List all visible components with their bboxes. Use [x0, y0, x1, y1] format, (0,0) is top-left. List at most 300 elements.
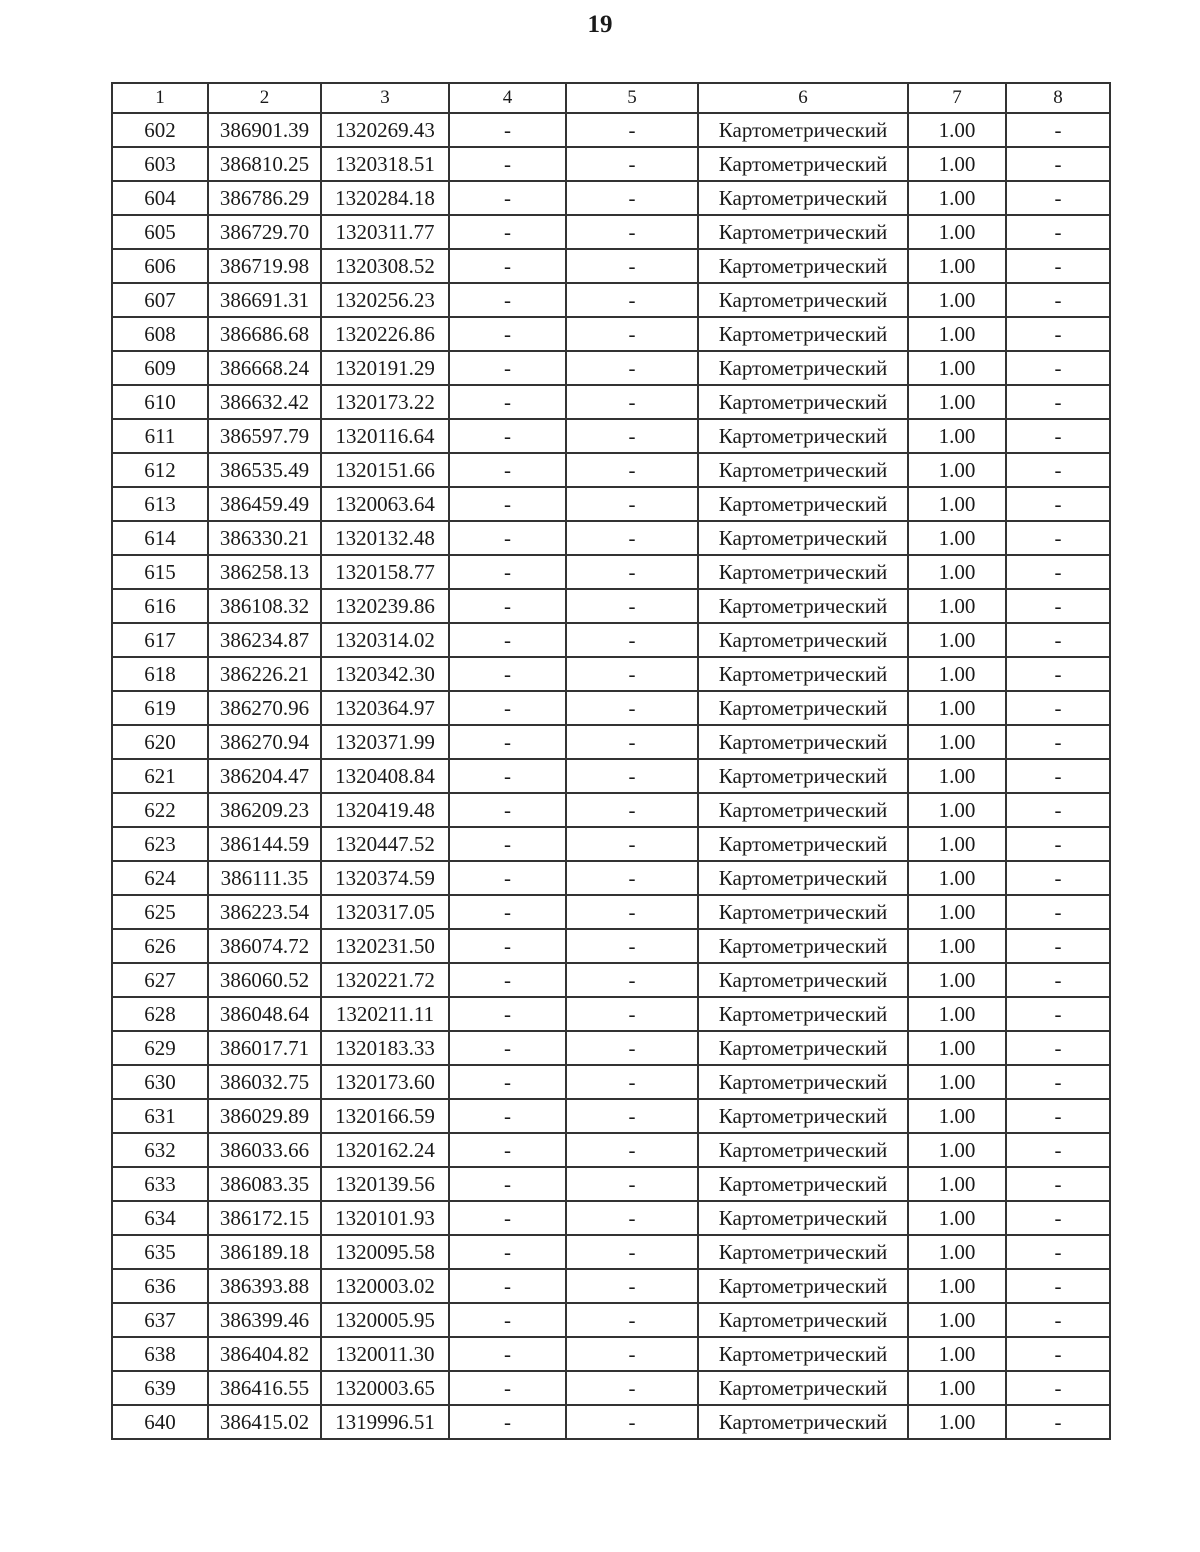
x-coordinate-cell: 386416.55	[208, 1371, 321, 1405]
y-coordinate-cell: 1320158.77	[321, 555, 449, 589]
accuracy-cell: 1.00	[908, 215, 1006, 249]
column-header-2: 2	[208, 83, 321, 113]
accuracy-cell: 1.00	[908, 249, 1006, 283]
column-4-cell: -	[449, 929, 566, 963]
y-coordinate-cell: 1319996.51	[321, 1405, 449, 1439]
column-8-cell: -	[1006, 1405, 1110, 1439]
y-coordinate-cell: 1320221.72	[321, 963, 449, 997]
column-4-cell: -	[449, 691, 566, 725]
accuracy-cell: 1.00	[908, 1269, 1006, 1303]
y-coordinate-cell: 1320371.99	[321, 725, 449, 759]
column-8-cell: -	[1006, 521, 1110, 555]
x-coordinate-cell: 386017.71	[208, 1031, 321, 1065]
column-5-cell: -	[566, 487, 698, 521]
table-row	[112, 895, 1110, 929]
column-5-cell: -	[566, 997, 698, 1031]
table-row	[112, 589, 1110, 623]
column-4-cell: -	[449, 385, 566, 419]
x-coordinate-cell: 386270.94	[208, 725, 321, 759]
point-number-cell: 637	[112, 1303, 208, 1337]
column-4-cell: -	[449, 997, 566, 1031]
column-8-cell: -	[1006, 997, 1110, 1031]
accuracy-cell: 1.00	[908, 1337, 1006, 1371]
x-coordinate-cell: 386029.89	[208, 1099, 321, 1133]
column-header-7: 7	[908, 83, 1006, 113]
x-coordinate-cell: 386686.68	[208, 317, 321, 351]
x-coordinate-cell: 386204.47	[208, 759, 321, 793]
y-coordinate-cell: 1320116.64	[321, 419, 449, 453]
point-number-cell: 636	[112, 1269, 208, 1303]
column-5-cell: -	[566, 419, 698, 453]
table-header	[112, 83, 1110, 113]
y-coordinate-cell: 1320162.24	[321, 1133, 449, 1167]
table-row	[112, 963, 1110, 997]
table-row	[112, 351, 1110, 385]
point-number-cell: 630	[112, 1065, 208, 1099]
column-8-cell: -	[1006, 419, 1110, 453]
accuracy-cell: 1.00	[908, 419, 1006, 453]
column-8-cell: -	[1006, 623, 1110, 657]
point-number-cell: 608	[112, 317, 208, 351]
column-8-cell: -	[1006, 827, 1110, 861]
point-number-cell: 633	[112, 1167, 208, 1201]
x-coordinate-cell: 386108.32	[208, 589, 321, 623]
accuracy-cell: 1.00	[908, 725, 1006, 759]
method-cell: Картометрический	[698, 657, 908, 691]
table-row	[112, 385, 1110, 419]
column-5-cell: -	[566, 1371, 698, 1405]
column-5-cell: -	[566, 793, 698, 827]
table-row	[112, 249, 1110, 283]
accuracy-cell: 1.00	[908, 487, 1006, 521]
method-cell: Картометрический	[698, 1167, 908, 1201]
x-coordinate-cell: 386226.21	[208, 657, 321, 691]
method-cell: Картометрический	[698, 997, 908, 1031]
column-5-cell: -	[566, 317, 698, 351]
point-number-cell: 634	[112, 1201, 208, 1235]
accuracy-cell: 1.00	[908, 1235, 1006, 1269]
x-coordinate-cell: 386399.46	[208, 1303, 321, 1337]
column-4-cell: -	[449, 963, 566, 997]
column-5-cell: -	[566, 1269, 698, 1303]
column-5-cell: -	[566, 521, 698, 555]
column-5-cell: -	[566, 1167, 698, 1201]
column-4-cell: -	[449, 453, 566, 487]
table-row	[112, 1167, 1110, 1201]
method-cell: Картометрический	[698, 215, 908, 249]
column-5-cell: -	[566, 861, 698, 895]
column-5-cell: -	[566, 1337, 698, 1371]
y-coordinate-cell: 1320308.52	[321, 249, 449, 283]
x-coordinate-cell: 386189.18	[208, 1235, 321, 1269]
accuracy-cell: 1.00	[908, 113, 1006, 147]
method-cell: Картометрический	[698, 1337, 908, 1371]
column-4-cell: -	[449, 759, 566, 793]
method-cell: Картометрический	[698, 1303, 908, 1337]
point-number-cell: 620	[112, 725, 208, 759]
column-8-cell: -	[1006, 113, 1110, 147]
method-cell: Картометрический	[698, 589, 908, 623]
page-number: 19	[587, 11, 613, 38]
table-row	[112, 181, 1110, 215]
column-8-cell: -	[1006, 1133, 1110, 1167]
table-row	[112, 691, 1110, 725]
point-number-cell: 632	[112, 1133, 208, 1167]
table-row	[112, 555, 1110, 589]
table-row	[112, 1405, 1110, 1439]
table-row	[112, 1235, 1110, 1269]
y-coordinate-cell: 1320314.02	[321, 623, 449, 657]
x-coordinate-cell: 386393.88	[208, 1269, 321, 1303]
y-coordinate-cell: 1320231.50	[321, 929, 449, 963]
column-5-cell: -	[566, 895, 698, 929]
x-coordinate-cell: 386111.35	[208, 861, 321, 895]
column-header-6: 6	[698, 83, 908, 113]
point-number-cell: 621	[112, 759, 208, 793]
y-coordinate-cell: 1320419.48	[321, 793, 449, 827]
column-8-cell: -	[1006, 589, 1110, 623]
accuracy-cell: 1.00	[908, 1133, 1006, 1167]
method-cell: Картометрический	[698, 929, 908, 963]
column-8-cell: -	[1006, 453, 1110, 487]
y-coordinate-cell: 1320311.77	[321, 215, 449, 249]
method-cell: Картометрический	[698, 1031, 908, 1065]
column-4-cell: -	[449, 725, 566, 759]
column-5-cell: -	[566, 385, 698, 419]
x-coordinate-cell: 386691.31	[208, 283, 321, 317]
x-coordinate-cell: 386223.54	[208, 895, 321, 929]
column-4-cell: -	[449, 1337, 566, 1371]
point-number-cell: 602	[112, 113, 208, 147]
column-8-cell: -	[1006, 691, 1110, 725]
method-cell: Картометрический	[698, 147, 908, 181]
x-coordinate-cell: 386901.39	[208, 113, 321, 147]
x-coordinate-cell: 386060.52	[208, 963, 321, 997]
y-coordinate-cell: 1320284.18	[321, 181, 449, 215]
table-row	[112, 827, 1110, 861]
column-5-cell: -	[566, 623, 698, 657]
accuracy-cell: 1.00	[908, 691, 1006, 725]
column-8-cell: -	[1006, 147, 1110, 181]
accuracy-cell: 1.00	[908, 929, 1006, 963]
table-row	[112, 759, 1110, 793]
accuracy-cell: 1.00	[908, 385, 1006, 419]
table-row	[112, 1201, 1110, 1235]
column-5-cell: -	[566, 351, 698, 385]
y-coordinate-cell: 1320269.43	[321, 113, 449, 147]
accuracy-cell: 1.00	[908, 1405, 1006, 1439]
x-coordinate-cell: 386786.29	[208, 181, 321, 215]
column-8-cell: -	[1006, 1337, 1110, 1371]
table-row	[112, 1065, 1110, 1099]
column-header-3: 3	[321, 83, 449, 113]
y-coordinate-cell: 1320256.23	[321, 283, 449, 317]
table-row	[112, 419, 1110, 453]
point-number-cell: 605	[112, 215, 208, 249]
column-8-cell: -	[1006, 1303, 1110, 1337]
table-row	[112, 1269, 1110, 1303]
y-coordinate-cell: 1320139.56	[321, 1167, 449, 1201]
column-5-cell: -	[566, 555, 698, 589]
column-4-cell: -	[449, 895, 566, 929]
method-cell: Картометрический	[698, 419, 908, 453]
column-4-cell: -	[449, 351, 566, 385]
column-8-cell: -	[1006, 317, 1110, 351]
accuracy-cell: 1.00	[908, 1099, 1006, 1133]
method-cell: Картометрический	[698, 283, 908, 317]
point-number-cell: 612	[112, 453, 208, 487]
column-8-cell: -	[1006, 1371, 1110, 1405]
column-header-5: 5	[566, 83, 698, 113]
column-4-cell: -	[449, 623, 566, 657]
accuracy-cell: 1.00	[908, 1201, 1006, 1235]
point-number-cell: 640	[112, 1405, 208, 1439]
table-row	[112, 453, 1110, 487]
column-5-cell: -	[566, 1303, 698, 1337]
point-number-cell: 613	[112, 487, 208, 521]
method-cell: Картометрический	[698, 827, 908, 861]
accuracy-cell: 1.00	[908, 827, 1006, 861]
column-5-cell: -	[566, 1201, 698, 1235]
column-8-cell: -	[1006, 793, 1110, 827]
header-row	[112, 83, 1110, 113]
point-number-cell: 629	[112, 1031, 208, 1065]
column-5-cell: -	[566, 589, 698, 623]
column-5-cell: -	[566, 1099, 698, 1133]
y-coordinate-cell: 1320191.29	[321, 351, 449, 385]
column-8-cell: -	[1006, 963, 1110, 997]
accuracy-cell: 1.00	[908, 895, 1006, 929]
method-cell: Картометрический	[698, 725, 908, 759]
x-coordinate-cell: 386459.49	[208, 487, 321, 521]
point-number-cell: 609	[112, 351, 208, 385]
point-number-cell: 631	[112, 1099, 208, 1133]
column-8-cell: -	[1006, 929, 1110, 963]
y-coordinate-cell: 1320166.59	[321, 1099, 449, 1133]
method-cell: Картометрический	[698, 1065, 908, 1099]
column-5-cell: -	[566, 181, 698, 215]
column-4-cell: -	[449, 283, 566, 317]
column-4-cell: -	[449, 1031, 566, 1065]
method-cell: Картометрический	[698, 1235, 908, 1269]
column-4-cell: -	[449, 113, 566, 147]
column-4-cell: -	[449, 215, 566, 249]
x-coordinate-cell: 386172.15	[208, 1201, 321, 1235]
column-4-cell: -	[449, 1133, 566, 1167]
column-5-cell: -	[566, 1065, 698, 1099]
accuracy-cell: 1.00	[908, 555, 1006, 589]
column-8-cell: -	[1006, 351, 1110, 385]
method-cell: Картометрический	[698, 249, 908, 283]
point-number-cell: 607	[112, 283, 208, 317]
accuracy-cell: 1.00	[908, 147, 1006, 181]
y-coordinate-cell: 1320063.64	[321, 487, 449, 521]
y-coordinate-cell: 1320226.86	[321, 317, 449, 351]
table-row	[112, 997, 1110, 1031]
column-4-cell: -	[449, 487, 566, 521]
x-coordinate-cell: 386597.79	[208, 419, 321, 453]
point-number-cell: 639	[112, 1371, 208, 1405]
accuracy-cell: 1.00	[908, 997, 1006, 1031]
x-coordinate-cell: 386144.59	[208, 827, 321, 861]
column-4-cell: -	[449, 147, 566, 181]
accuracy-cell: 1.00	[908, 317, 1006, 351]
column-4-cell: -	[449, 1167, 566, 1201]
column-5-cell: -	[566, 963, 698, 997]
method-cell: Картометрический	[698, 351, 908, 385]
point-number-cell: 623	[112, 827, 208, 861]
column-5-cell: -	[566, 827, 698, 861]
x-coordinate-cell: 386404.82	[208, 1337, 321, 1371]
column-8-cell: -	[1006, 1031, 1110, 1065]
point-number-cell: 614	[112, 521, 208, 555]
y-coordinate-cell: 1320374.59	[321, 861, 449, 895]
y-coordinate-cell: 1320183.33	[321, 1031, 449, 1065]
point-number-cell: 604	[112, 181, 208, 215]
accuracy-cell: 1.00	[908, 1371, 1006, 1405]
column-header-4: 4	[449, 83, 566, 113]
point-number-cell: 624	[112, 861, 208, 895]
accuracy-cell: 1.00	[908, 759, 1006, 793]
column-8-cell: -	[1006, 487, 1110, 521]
column-8-cell: -	[1006, 725, 1110, 759]
accuracy-cell: 1.00	[908, 963, 1006, 997]
column-header-1: 1	[112, 83, 208, 113]
point-number-cell: 628	[112, 997, 208, 1031]
table-row	[112, 623, 1110, 657]
method-cell: Картометрический	[698, 385, 908, 419]
table-row	[112, 861, 1110, 895]
column-8-cell: -	[1006, 1167, 1110, 1201]
column-5-cell: -	[566, 1405, 698, 1439]
column-5-cell: -	[566, 215, 698, 249]
y-coordinate-cell: 1320173.22	[321, 385, 449, 419]
y-coordinate-cell: 1320132.48	[321, 521, 449, 555]
table-row	[112, 793, 1110, 827]
table-row	[112, 487, 1110, 521]
column-8-cell: -	[1006, 283, 1110, 317]
column-8-cell: -	[1006, 1269, 1110, 1303]
y-coordinate-cell: 1320211.11	[321, 997, 449, 1031]
column-4-cell: -	[449, 249, 566, 283]
y-coordinate-cell: 1320342.30	[321, 657, 449, 691]
column-4-cell: -	[449, 657, 566, 691]
method-cell: Картометрический	[698, 1201, 908, 1235]
column-4-cell: -	[449, 555, 566, 589]
method-cell: Картометрический	[698, 453, 908, 487]
table-row	[112, 215, 1110, 249]
x-coordinate-cell: 386258.13	[208, 555, 321, 589]
y-coordinate-cell: 1320447.52	[321, 827, 449, 861]
table-row	[112, 521, 1110, 555]
column-4-cell: -	[449, 1405, 566, 1439]
method-cell: Картометрический	[698, 317, 908, 351]
point-number-cell: 616	[112, 589, 208, 623]
method-cell: Картометрический	[698, 861, 908, 895]
table-row	[112, 657, 1110, 691]
column-4-cell: -	[449, 1099, 566, 1133]
table-body	[112, 113, 1110, 1439]
point-number-cell: 615	[112, 555, 208, 589]
method-cell: Картометрический	[698, 113, 908, 147]
column-4-cell: -	[449, 861, 566, 895]
x-coordinate-cell: 386729.70	[208, 215, 321, 249]
column-5-cell: -	[566, 657, 698, 691]
method-cell: Картометрический	[698, 793, 908, 827]
accuracy-cell: 1.00	[908, 1167, 1006, 1201]
x-coordinate-cell: 386415.02	[208, 1405, 321, 1439]
column-4-cell: -	[449, 1235, 566, 1269]
accuracy-cell: 1.00	[908, 1031, 1006, 1065]
y-coordinate-cell: 1320095.58	[321, 1235, 449, 1269]
column-8-cell: -	[1006, 1065, 1110, 1099]
coordinates-table	[111, 82, 1111, 1440]
column-5-cell: -	[566, 249, 698, 283]
column-4-cell: -	[449, 1303, 566, 1337]
column-8-cell: -	[1006, 215, 1110, 249]
method-cell: Картометрический	[698, 759, 908, 793]
point-number-cell: 611	[112, 419, 208, 453]
y-coordinate-cell: 1320317.05	[321, 895, 449, 929]
method-cell: Картометрический	[698, 1099, 908, 1133]
point-number-cell: 635	[112, 1235, 208, 1269]
accuracy-cell: 1.00	[908, 861, 1006, 895]
accuracy-cell: 1.00	[908, 793, 1006, 827]
column-8-cell: -	[1006, 861, 1110, 895]
point-number-cell: 606	[112, 249, 208, 283]
column-8-cell: -	[1006, 1235, 1110, 1269]
x-coordinate-cell: 386719.98	[208, 249, 321, 283]
column-5-cell: -	[566, 1031, 698, 1065]
point-number-cell: 625	[112, 895, 208, 929]
x-coordinate-cell: 386535.49	[208, 453, 321, 487]
table-row	[112, 147, 1110, 181]
y-coordinate-cell: 1320318.51	[321, 147, 449, 181]
x-coordinate-cell: 386083.35	[208, 1167, 321, 1201]
x-coordinate-cell: 386048.64	[208, 997, 321, 1031]
table-row	[112, 113, 1110, 147]
column-4-cell: -	[449, 419, 566, 453]
column-5-cell: -	[566, 453, 698, 487]
x-coordinate-cell: 386668.24	[208, 351, 321, 385]
accuracy-cell: 1.00	[908, 453, 1006, 487]
table-row	[112, 317, 1110, 351]
y-coordinate-cell: 1320003.02	[321, 1269, 449, 1303]
column-4-cell: -	[449, 1065, 566, 1099]
y-coordinate-cell: 1320408.84	[321, 759, 449, 793]
column-8-cell: -	[1006, 249, 1110, 283]
method-cell: Картометрический	[698, 181, 908, 215]
method-cell: Картометрический	[698, 521, 908, 555]
accuracy-cell: 1.00	[908, 351, 1006, 385]
column-8-cell: -	[1006, 895, 1110, 929]
table-row	[112, 1303, 1110, 1337]
column-5-cell: -	[566, 283, 698, 317]
method-cell: Картометрический	[698, 1269, 908, 1303]
method-cell: Картометрический	[698, 1405, 908, 1439]
point-number-cell: 638	[112, 1337, 208, 1371]
column-5-cell: -	[566, 725, 698, 759]
table-row	[112, 1031, 1110, 1065]
accuracy-cell: 1.00	[908, 589, 1006, 623]
method-cell: Картометрический	[698, 691, 908, 725]
column-4-cell: -	[449, 181, 566, 215]
method-cell: Картометрический	[698, 555, 908, 589]
x-coordinate-cell: 386074.72	[208, 929, 321, 963]
column-5-cell: -	[566, 113, 698, 147]
column-5-cell: -	[566, 759, 698, 793]
y-coordinate-cell: 1320101.93	[321, 1201, 449, 1235]
